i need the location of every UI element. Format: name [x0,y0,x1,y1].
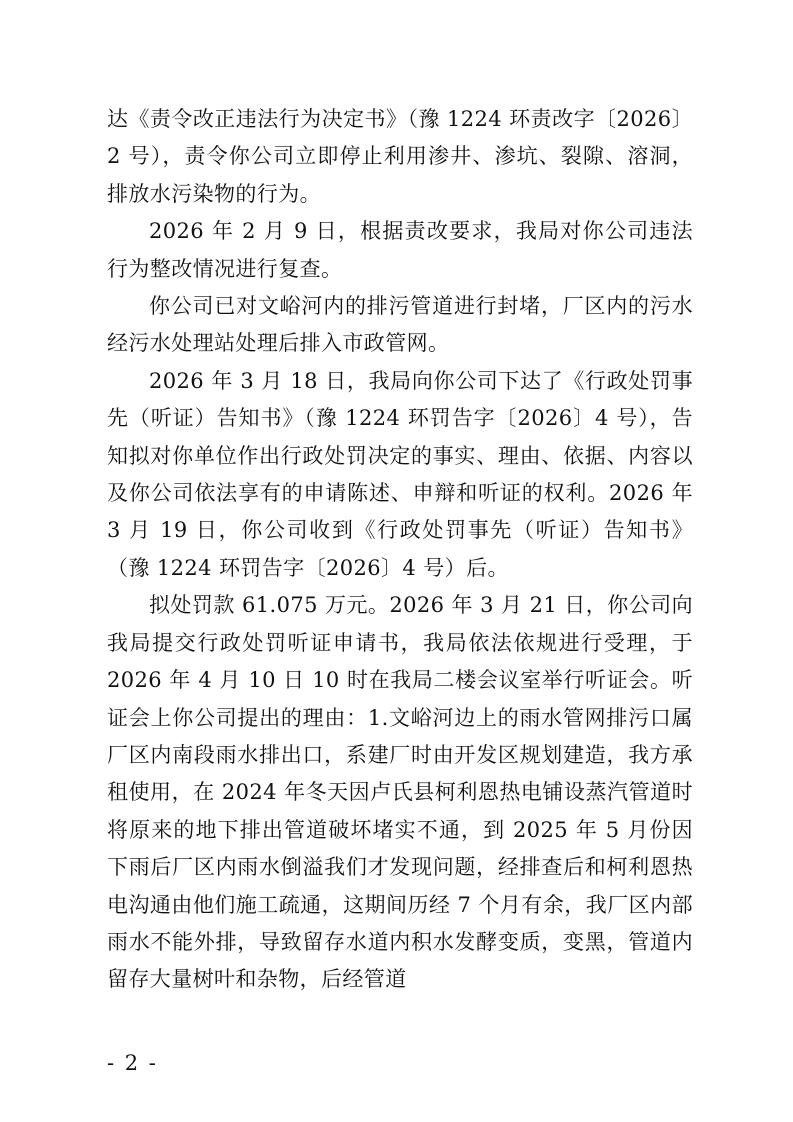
paragraph-1: 达《责令改正违法行为决定书》（豫 1224 环责改字〔2026〕2 号），责令你公司立即停止利用渗井、渗坑、裂隙、溶洞，排放水污染物的行为。 [107,107,693,206]
paragraph-2: 2026 年 2 月 9 日，根据责改要求，我局对你公司违法行为整改情况进行复查。 [107,219,693,281]
body-text [107,101,693,999]
page-number: - 2 - [107,1051,158,1075]
paragraph-4: 2026 年 3 月 18 日，我局向你公司下达了《行政处罚事先（听证）告知书》（豫 1224 环罚告字〔2026〕4 号），告知拟对你单位作出行政处罚决定的事实、理由、依据、内容以及你公司依法享有的申请陈述、申辩和听证的权利。2026 年 3 月 19 日，你公司收到《行政处罚事先（听证）告知书》（豫 1224 环罚告字〔2026〕4 号）后。 [107,368,693,580]
paragraph-5: 拟处罚款 61.075 万元。2026 年 3 月 21 日，你公司向我局提交行政处罚听证申请书，我局依法依规进行受理，于 2026 年 4 月 10 日 10 时在我局二楼会议室举行听证会。听证会上你公司提出的理由：1.文峪河边上的雨水管网排污口属厂区内南段雨水排出口，系建厂时由开发区规划建造，我方承租使用，在 2024 年冬天因卢氏县柯利恩热电铺设蒸汽管道时将原来的地下排出管道破坏堵实不通，到 2025 年 5 月份因下雨后厂区内雨水倒溢我们才发现问题，经排查后和柯利恩热电沟通由他们施工疏通，这期间历经 7 个月有余，我厂区内部雨水不能外排，导致留存水道内积水发酵变质，变黑，管道内留存大量树叶和杂物，后经管道 [107,593,693,992]
paragraph-3: 你公司已对文峪河内的排污管道进行封堵，厂区内的污水经污水处理站处理后排入市政管网。 [107,294,693,356]
